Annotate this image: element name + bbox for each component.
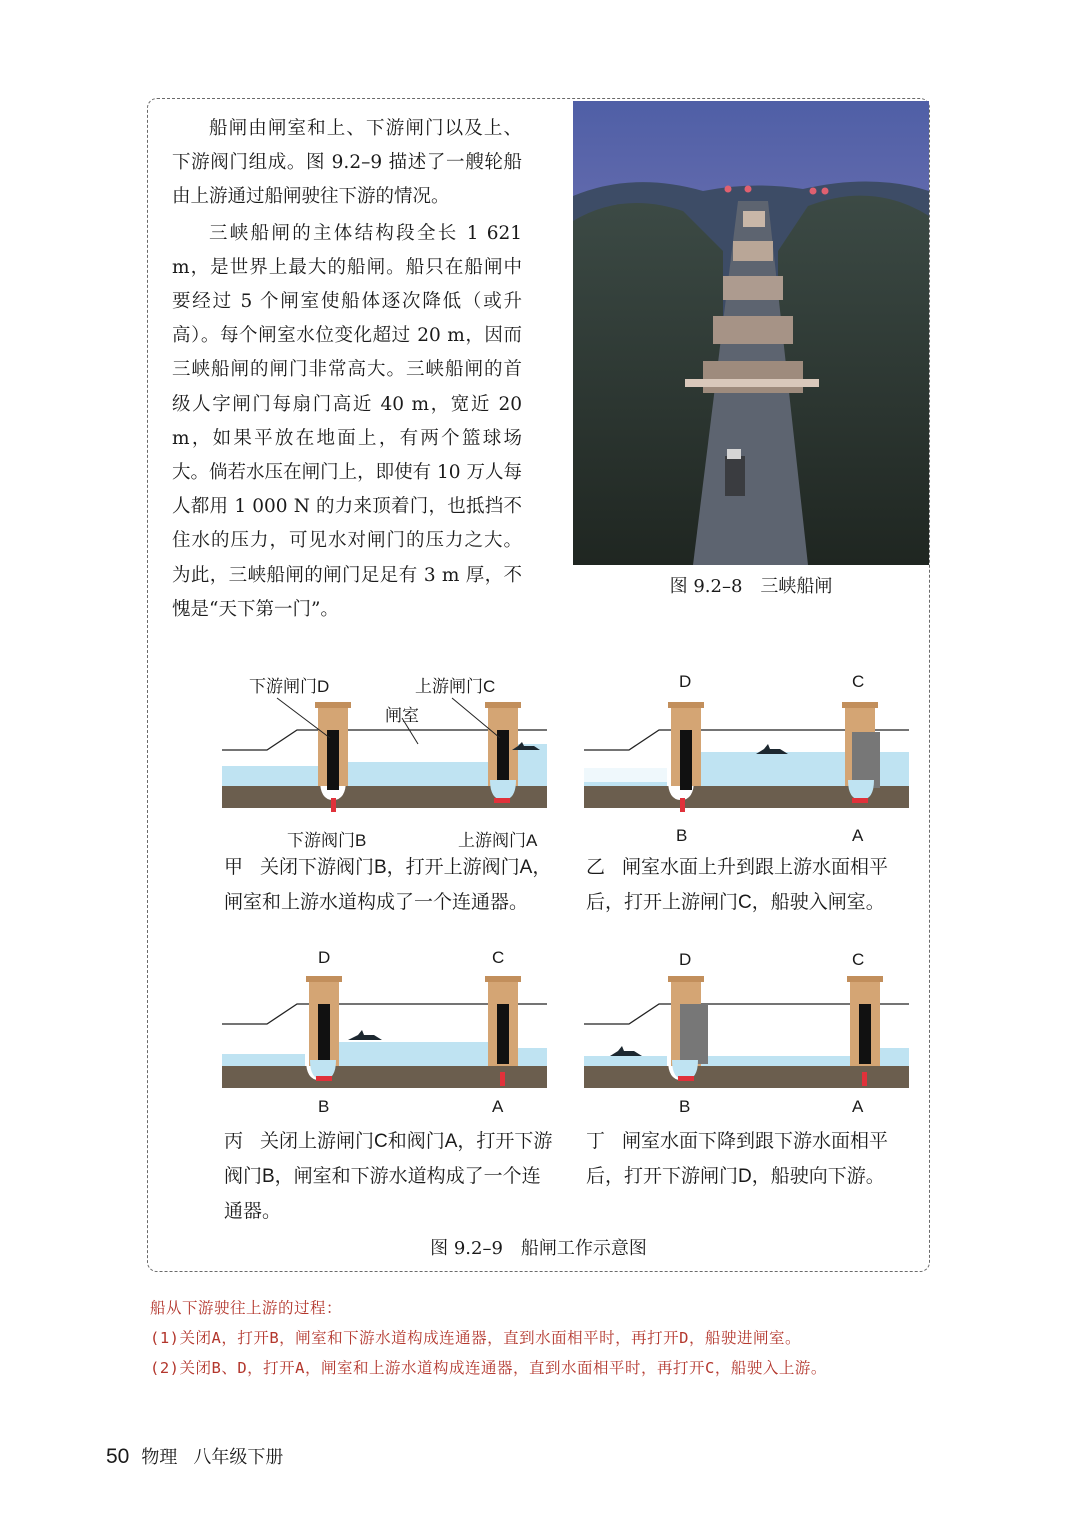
panel-bing-mark: 丙: [224, 1131, 244, 1152]
panel-jia-description: 关闭下游阀门B，打开上游阀门A，闸室和上游水道构成了一个连通器。: [224, 857, 552, 913]
three-gorges-photo: [573, 101, 929, 565]
label-gate-c: C: [852, 672, 865, 691]
notes-step-1: (1)关闭A，打开B，闸室和下游水道构成连通器，直到水面相平时，再打开D，船驶进闸室。: [150, 1329, 801, 1347]
label-valve-b: B: [676, 826, 688, 845]
label-valve-a: 上游阀门A: [458, 831, 538, 850]
photo-caption: 图 9.2–8 三峡船闸: [669, 576, 833, 597]
panel-ding-text: [586, 1124, 916, 1194]
intro-text: [172, 112, 522, 627]
panel-yi-text: [586, 850, 916, 920]
page-footer: [106, 1443, 283, 1469]
intro-paragraph-2: 三峡船闸的主体结构段全长 1 621 m，是世界上最大的船闸。船只在船闸中要经过 5 个闸室使船体逐次降低（或升高）。每个闸室水位变化超过 20 m，因而三峡船闸的闸门非常高大。三峡船闸的首级人字闸门每扇门高近 40 m，宽近 20 m，如果平放在地面上，有两个篮球场大。倘若水压在闸门上，即使有 10 万人每人都用 1 000 N 的力来顶着门，也抵挡不住水的压力，可见水对闸门的压力之大。为此，三峡船闸的闸门足足有 3 m 厚，不愧是“天下第一门”。: [172, 222, 522, 620]
intro-paragraph-1: 船闸由闸室和上、下游闸门以及上、下游阀门组成。图 9.2–9 描述了一艘轮船由上游通过船闸驶往下游的情况。: [172, 118, 522, 208]
label-gate-d: D: [679, 950, 692, 969]
handwritten-notes: [150, 1293, 827, 1383]
label-valve-a: A: [492, 1097, 504, 1116]
label-gate-c: 上游闸门C: [415, 677, 496, 696]
label-gate-c: C: [852, 950, 865, 969]
panel-jia-mark: 甲: [224, 857, 244, 878]
label-gate-c: C: [492, 948, 505, 967]
book-name: 八年级下册: [193, 1447, 284, 1467]
panel-bing-text: [224, 1124, 554, 1229]
panel-ding-mark: 丁: [586, 1131, 606, 1152]
label-valve-a: A: [852, 826, 864, 845]
label-valve-b: 下游阀门B: [287, 831, 367, 850]
diagram-bing: [222, 964, 547, 1098]
diagram-ding: [584, 964, 909, 1098]
label-valve-b: B: [679, 1097, 691, 1116]
panel-ding-description: 闸室水面下降到跟下游水面相平后，打开下游闸门D，船驶向下游。: [586, 1131, 889, 1187]
label-chamber: 闸室: [385, 706, 419, 725]
diagram-yi: [584, 694, 909, 828]
label-gate-d: 下游闸门D: [249, 677, 330, 696]
panel-yi-mark: 乙: [586, 857, 606, 878]
subject-name: 物理: [141, 1447, 178, 1467]
label-valve-a: A: [852, 1097, 864, 1116]
notes-step-2: (2)关闭B、D，打开A，闸室和上游水道构成连通器，直到水面相平时，再打开C，船驶入上游。: [150, 1359, 827, 1377]
label-valve-b: B: [318, 1097, 330, 1116]
panel-bing-description: 关闭上游闸门C和阀门A，打开下游阀门B，闸室和下游水道构成了一个连通器。: [224, 1131, 553, 1222]
page-number: 50: [106, 1445, 130, 1468]
figure-caption: 图 9.2–9 船闸工作示意图: [430, 1238, 647, 1259]
panel-yi-description: 闸室水面上升到跟上游水面相平后，打开上游闸门C，船驶入闸室。: [586, 857, 889, 913]
panel-jia-text: [224, 850, 554, 920]
notes-title: 船从下游驶往上游的过程：: [150, 1299, 343, 1317]
label-gate-d: D: [318, 948, 331, 967]
label-gate-d: D: [679, 672, 692, 691]
